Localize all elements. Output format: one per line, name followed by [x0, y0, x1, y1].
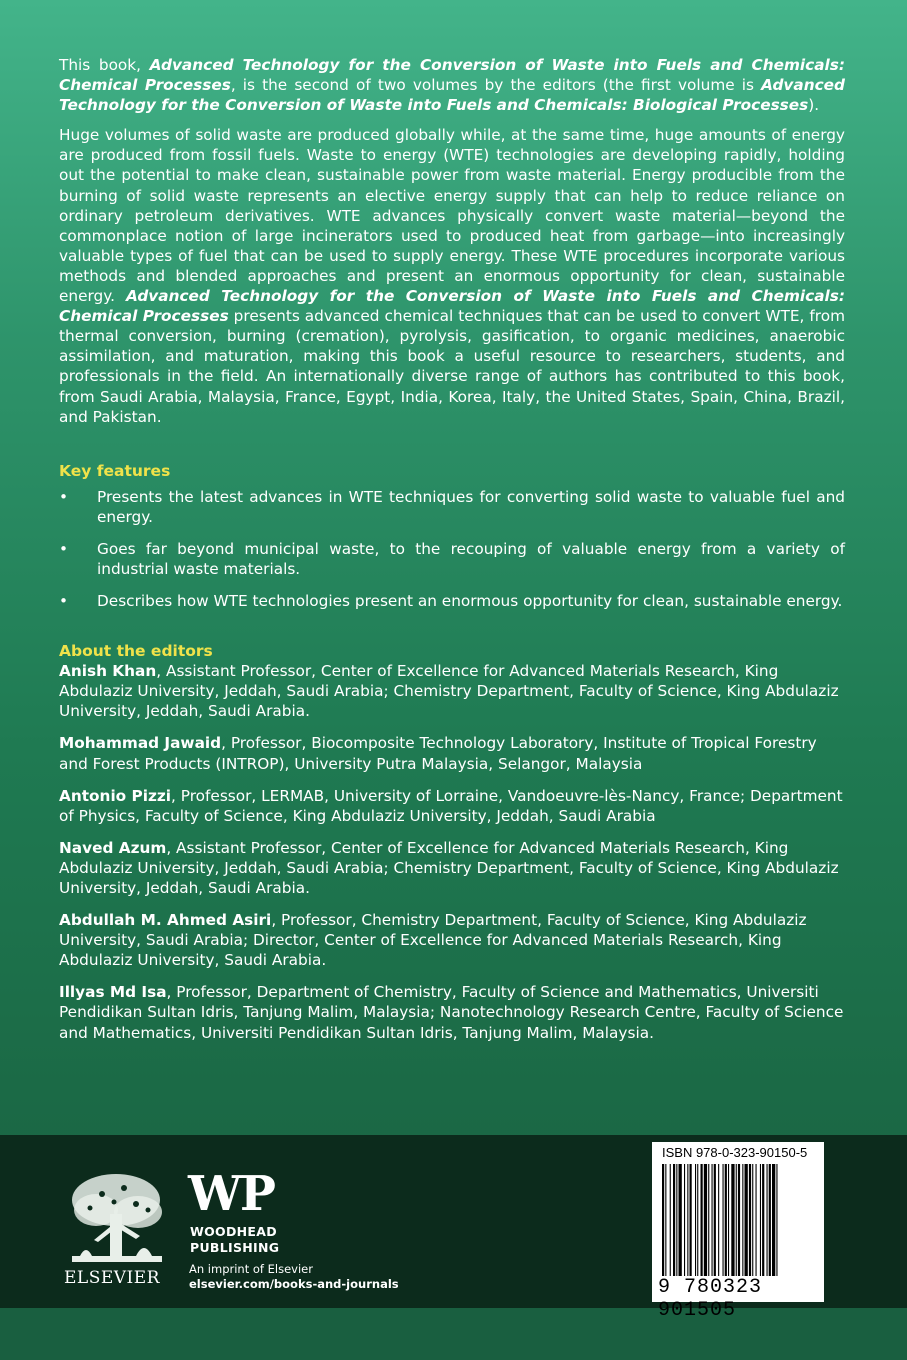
editor-bio: , Professor, Biocomposite Technology Laboratory, Institute of Tropical Forestry and Forest Products (INTROP), University Putra Malaysia, Selangor, Malaysia — [59, 734, 817, 773]
intro-paragraph-2 — [59, 125, 845, 426]
barcode-bars — [660, 1164, 816, 1276]
intro-text: , is the second of two volumes by the editors (the first volume is — [230, 76, 762, 95]
editor-bio: , Professor, LERMAB, University of Lorraine, Vandoeuvre-lès-Nancy, France; Department of Physics, Faculty of Science, King Abdulaziz University, Jeddah, Saudi Arabia — [59, 786, 843, 825]
first-volume-title: Advanced Technology for the Conversion of Waste into Fuels and Chemicals: Biological Processes — [59, 76, 845, 115]
key-features-heading: Key features — [59, 461, 171, 480]
bullet-icon: • — [59, 592, 69, 611]
editor-bio: , Assistant Professor, Center of Excellence for Advanced Materials Research, King Abdulaziz University, Jeddah, Saudi Arabia; Chemistry Department, Faculty of Science, King Abdulaziz University, Jeddah, Saudi Arabia. — [59, 838, 839, 897]
intro-text: This book, — [59, 56, 150, 74]
editor-name: Illyas Md Isa — [59, 983, 167, 1002]
feature-text: Presents the latest advances in WTE techniques for converting solid waste to valuable fuel and energy. — [97, 487, 845, 526]
key-features-list — [59, 487, 845, 611]
intro-paragraph-1 — [59, 55, 845, 115]
woodhead-logo-mark: WP — [188, 1166, 274, 1222]
feature-text: Goes far beyond municipal waste, to the recouping of valuable energy from a variety of industrial waste materials. — [97, 539, 845, 578]
publisher-url: elsevier.com/books-and-journals — [189, 1277, 399, 1291]
editor-name: Anish Khan — [59, 662, 157, 681]
publisher-name-line: PUBLISHING — [190, 1240, 280, 1255]
woodhead-publishing-name — [190, 1224, 279, 1256]
book-title: Advanced Technology for the Conversion of Waste into Fuels and Chemicals: Chemical Processes — [59, 56, 845, 95]
editor-bio: , Professor, Chemistry Department, Faculty of Science, King Abdulaziz University, Saudi Arabia; Director, Center of Excellence for Advanced Materials Research, King Abdulaziz University, Saudi Arabia. — [59, 911, 807, 970]
editor-name: Abdullah M. Ahmed Asiri — [59, 911, 272, 930]
editor-name: Mohammad Jawaid — [59, 734, 222, 753]
bullet-icon: • — [59, 539, 69, 558]
bullet-icon: • — [59, 487, 69, 506]
editor-name: Antonio Pizzi — [59, 786, 172, 805]
editor-entry — [59, 910, 845, 970]
intro-text: ). — [808, 96, 820, 115]
list-item — [59, 539, 845, 579]
editor-entry — [59, 982, 845, 1042]
list-item — [59, 591, 845, 611]
cover-text — [59, 55, 845, 1055]
barcode — [652, 1142, 824, 1322]
editor-name: Naved Azum — [59, 838, 167, 857]
imprint-line: An imprint of Elsevier — [189, 1262, 313, 1276]
list-item — [59, 487, 845, 527]
isbn-label: ISBN 978-0-323-90150-5 — [662, 1145, 808, 1160]
editor-entry — [59, 733, 845, 773]
editors-list — [59, 661, 845, 1043]
barcode-digits: 9 780323 901505 — [658, 1276, 763, 1322]
publisher-name-line: WOODHEAD — [190, 1224, 277, 1239]
feature-text: Describes how WTE technologies present an enormous opportunity for clean, sustainable energy. — [97, 592, 843, 611]
editor-entry — [59, 838, 845, 898]
editor-bio: , Professor, Department of Chemistry, Faculty of Science and Mathematics, Universiti Pendidikan Sultan Idris, Tanjung Malim, Malaysia; Nanotechnology Research Centre, Faculty of Science and Mathematics, Universiti Pendidikan Sultan Idris, Tanjung Malim, Malaysia. — [59, 983, 844, 1042]
description-text: Huge volumes of solid waste are produced globally while, at the same time, huge amounts of energy are produced from fossil fuels. Waste to energy (WTE) technologies are developing rapidly, holding out the potential to make clean, sustainable power from waste material. Energy producible from the burning of solid waste represents an elective energy supply that can help to reduce reliance on ordinary petroleum derivatives. WTE advances physically convert waste material—beyond the commonplace notion of large incinerators used to produced heat from garbage—into increasingly valuable types of fuel that can be used to supply energy. These WTE procedures incorporate various methods and blended approaches and present an enormous opportunity for clean, sustainable energy. — [59, 126, 845, 306]
about-editors-heading: About the editors — [59, 642, 213, 661]
description-text: presents advanced chemical techniques that can be used to convert WTE, from thermal conversion, burning (cremation), pyrolysis, gasification, to organic medicines, anaerobic assimilation, and maturation, making this book a useful resource to researchers, students, and professionals in the field. An internationally diverse range of authors has contributed to this book, from Saudi Arabia, Malaysia, France, Egypt, India, Korea, Italy, the United States, Spain, China, Brazil, and Pakistan. — [59, 307, 845, 426]
editor-entry — [59, 661, 845, 721]
elsevier-wordmark: ELSEVIER — [64, 1268, 160, 1288]
imprint-info — [189, 1262, 399, 1292]
editor-entry — [59, 786, 845, 826]
book-title: Advanced Technology for the Conversion of Waste into Fuels and Chemicals: Chemical Processes — [59, 287, 846, 326]
editor-bio: , Assistant Professor, Center of Excellence for Advanced Materials Research, King Abdulaziz University, Jeddah, Saudi Arabia; Chemistry Department, Faculty of Science, King Abdulaziz University, Jeddah, Saudi Arabia. — [59, 662, 839, 721]
